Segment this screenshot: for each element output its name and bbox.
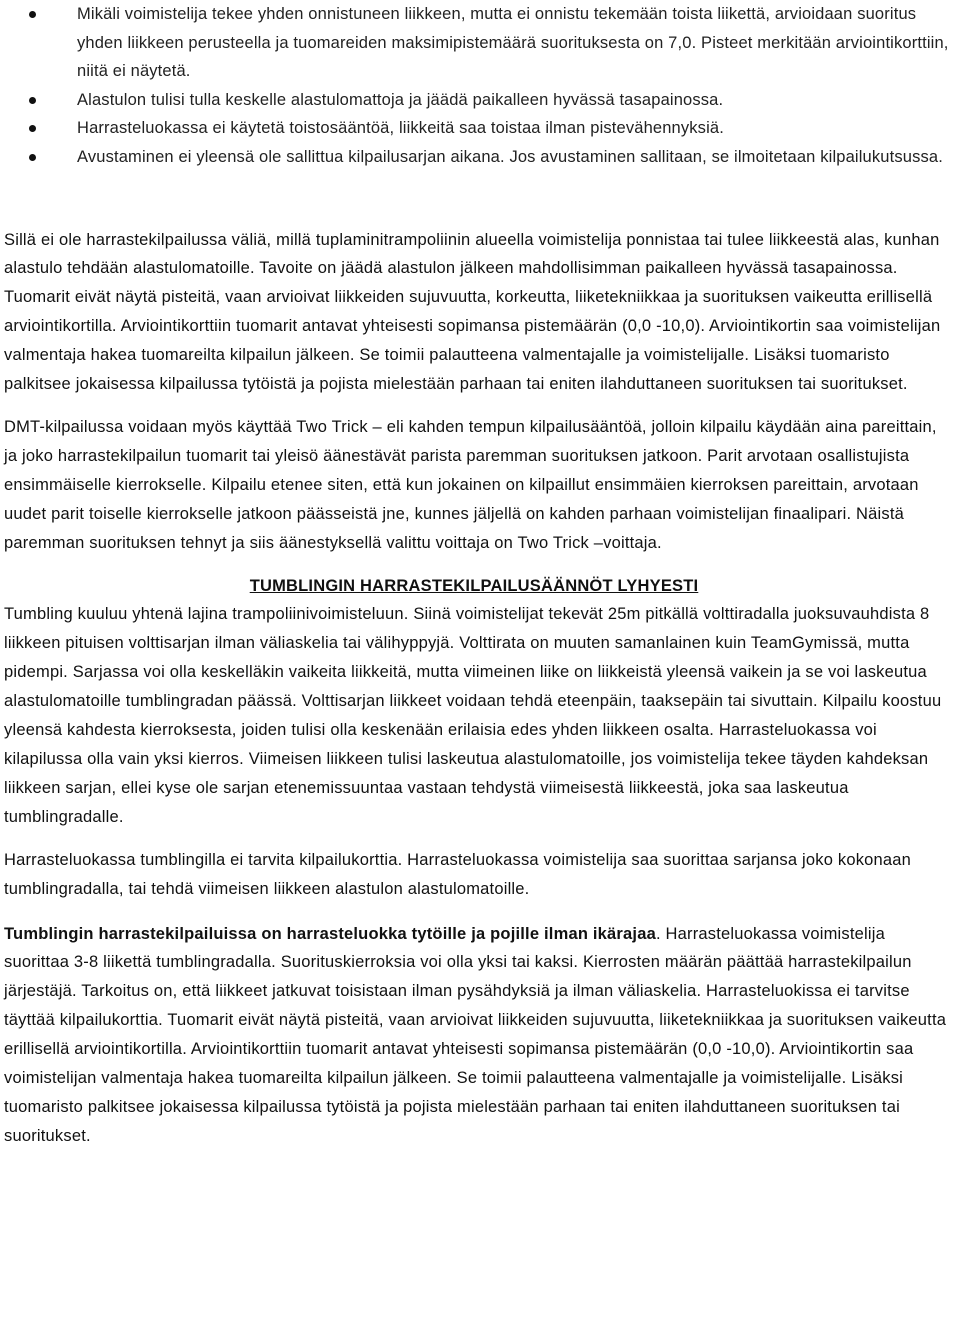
paragraph-tumbling-intro: Tumbling kuuluu yhtenä lajina trampoliinivoimisteluun. Siinä voimistelijat tekevät 25m pitkällä volttiradalla juoksuvauhdista 8 liikkeen pituisen volttisarjan ilman väliaskelia tai välihyppyjä. Volttirata on muuten samanlainen kuin TeamGymissä, mutta pidempi. Sarjassa voi olla keskelläkin vaikeita liikkeitä, mutta viimeinen liike on liikkeistä yleensä vaikein ja se voi laskeutua alastulomatoille tumblingradan päässä. Volttisarjan liikkeet voidaan tehdä eteenpäin, taaksepäin tai sivuttain. Kilpailu koostuu yleensä kahdesta kierroksesta, joiden tulisi olla keskenään erilaisia edes yhden liikkeen osalta. Harrasteluokassa voi kilapilussa olla vain yksi kierros. Viimeisen liikkeen tulisi laskeutua alastulomatoille, jos voimistelija tekee täyden kahdeksan liikkeen sarjan, ellei kyse ole sarjan etenemissuuntaa vastaan tehdystä viimeisestä liikkeestä, joka saa laskeutua tumblingradalle. [4, 605, 942, 826]
section-heading-tumbling-rules: TUMBLINGIN HARRASTEKILPAILUSÄÄNNÖT LYHYESTI [249, 576, 699, 595]
paragraph-two-trick: DMT-kilpailussa voidaan myös käyttää Two Trick – eli kahden tempun kilpailusääntöä, jolloin kilpailu käydään aina pareittain, ja joko harrastekilpailun tuomarit tai yleisö äänestävät parista paremman suorituksen jatkoon. Parit arvotaan osallistujista ensimmäiselle kierrokselle. Kilpailu etenee siten, että kun jokainen on kilpaillut ensimmäien kierroksen pareittain, arvotaan uudet parit toiselle kierrokselle jatkoon päässeistä jne, kunnes jäljellä on kahden parhaan voimistelijan finaalipari. Näistä paremman suorituksen tehnyt ja siis äänestyksellä valittu voittaja on Two Trick –voittaja. [4, 418, 937, 552]
paragraph-tumbling-card: Harrasteluokassa tumblingilla ei tarvita kilpailukorttia. Harrasteluokassa voimistelija saa suorittaa sarjansa joko kokonaan tumblingradalla, tai tehdä viimeisen liikkeen alastulon alastulomatoille. [4, 850, 912, 898]
bullet-item-one-move: Mikäli voimistelija tekee yhden onnistuneen liikkeen, mutta ei onnistu tekemään toista liikettä, arvioidaan suoritus yhden liikkeen perusteella ja tuomareiden maksimipistemäärä suorituksesta on 7,0. Pisteet merkitään arviointikorttiin, niitä ei näytetä. [4, 0, 956, 86]
paragraph-tumbling-class-bold: Tumblingin harrastekilpailuissa on harrasteluokka tytöille ja pojille ilman ikärajaa [4, 924, 656, 943]
paragraph-tumbling-class-rest: . Harrasteluokassa voimistelija suorittaa 3-8 liikettä tumblingradalla. Suorituskierroksia voi olla yksi tai kaksi. Kierrosten määrän päättää harrastekilpailun järjestäjä. Tarkoitus on, että liikkeet jatkuvat toisistaan ilman pysähdyksiä ja ilman väliaskelia. Harrasteluokissa ei tarvitse täyttää kilpailukorttia. Tuomarit eivät näytä pisteitä, vaan arvioivat liikkeiden sujuvuutta, liiketekniikkaa ja suorituksen vaikeutta erillisellä arviointikortilla. Arviointikorttiin tuomarit antavat yhteisesti sopimansa pistemäärän (0,0 -10,0). Arviointikortin saa voimistelijan valmentaja hakea tuomareilta kilpailun jälkeen. Se toimii palautteena valmentajalle ja voimistelijalle. Lisäksi tuomaristo palkitsee jokaisessa kilpailussa tytöistä ja pojista mielestään parhaan tai eniten ilahduttaneen suorituksen tai suoritukset. [4, 924, 947, 1145]
rules-bullet-list [4, 0, 956, 172]
paragraph-tumbling-class [4, 920, 956, 1151]
bullet-item-landing: Alastulon tulisi tulla keskelle alastulomattoja ja jäädä paikalleen hyvässä tasapainossa. [4, 86, 956, 115]
bullet-item-assistance: Avustaminen ei yleensä ole sallittua kilpailusarjan aikana. Jos avustaminen sallitaan, se ilmoitetaan kilpailukutsussa. [4, 143, 956, 172]
bullet-item-repetition: Harrasteluokassa ei käytetä toistosääntöä, liikkeitä saa toistaa ilman pistevähennyksiä. [4, 114, 956, 143]
paragraph-dmt-judging: Sillä ei ole harrastekilpailussa väliä, millä tuplaminitrampoliinin alueella voimistelija ponnistaa tai tulee liikkeestä alas, kunhan alastulo tehdään alastulomatoille. Tavoite on jäädä alastulon jälkeen mahdollisimman paikalleen hyvässä tasapainossa. Tuomarit eivät näytä pisteitä, vaan arvioivat liikkeiden sujuvuutta, korkeutta, liiketekniikkaa ja suorituksen vaikeutta erillisellä arviointikortilla. Arviointikorttiin tuomarit antavat yhteisesti sopimansa pistemäärän (0,0 -10,0). Arviointikortin saa voimistelijan valmentaja hakea tuomareilta kilpailun jälkeen. Se toimii palautteena valmentajalle ja voimistelijalle. Lisäksi tuomaristo palkitsee jokaisessa kilpailussa tytöistä ja pojista mielestään parhaan tai eniten ilahduttaneen suorituksen tai suoritukset. [4, 230, 941, 394]
